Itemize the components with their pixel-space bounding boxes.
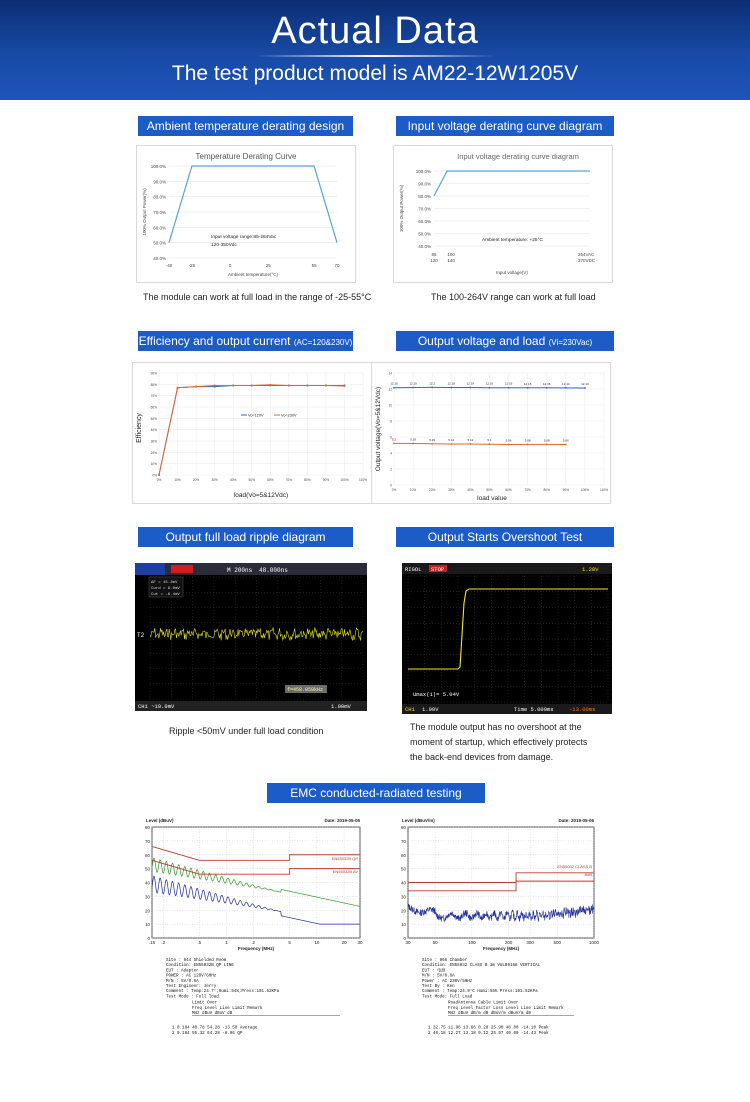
report-line: EUT : Adapter	[166, 969, 199, 974]
time-readout: Time 5.000ms	[514, 706, 554, 713]
limit-label: -6dB	[583, 872, 592, 877]
voltage-point	[508, 387, 510, 389]
voltage-point	[412, 387, 414, 389]
x-tick-label: 20	[341, 940, 347, 945]
voltage-point	[489, 387, 491, 389]
x-tick-label: 90%	[562, 488, 570, 492]
voltage-point	[431, 443, 433, 445]
report-line: M/N : 5V/0.6A	[422, 974, 455, 979]
y-axis-label: 100% Output Power(%)	[142, 188, 147, 236]
x-tick-label: 110%	[600, 488, 608, 492]
efficiency-panel	[132, 362, 372, 504]
timebase: M 200ns	[227, 567, 253, 574]
data-label: 12.16	[485, 381, 494, 386]
table-header-line: Limit Over	[192, 1001, 218, 1006]
y-tick-label: 80	[144, 825, 150, 830]
x-tick-label: 100%	[580, 488, 589, 492]
report-line: M/N : 5V/0.6A	[166, 979, 199, 984]
x-tick-label: 80%	[543, 488, 550, 492]
x-tick-label: -25	[188, 263, 196, 268]
x-tick-label: 30	[357, 940, 363, 945]
overshoot-caption	[410, 720, 587, 765]
y-tick-label: 80.0%	[418, 194, 431, 199]
x-tick-label-2: 140	[447, 258, 455, 263]
x-axis-label: load value	[477, 495, 507, 502]
overshoot-caption-line-3: the back-end devices from damage.	[410, 752, 554, 762]
date-label: Date: 2019-05-06	[558, 818, 594, 823]
y-tick-label: 0	[147, 936, 150, 941]
x-tick-label: 50	[432, 940, 438, 945]
voltage-point	[565, 444, 567, 446]
efficiency-title	[138, 331, 353, 351]
y-tick-label: 10%	[150, 462, 157, 467]
table-row: 2 46.18 12.27 13.18 0.12 25.57 40.00 -14.43 Peak	[428, 1031, 549, 1036]
x-tick-label: 40%	[467, 488, 474, 492]
table-header-line: ReadAntenna Cable Limit Over	[448, 1001, 519, 1006]
y-tick-label: 60%	[150, 405, 157, 410]
data-label: 5.12	[448, 438, 455, 443]
y-tick-label: 60.0%	[418, 219, 431, 224]
x-tick-label: 70%	[524, 488, 531, 492]
y-tick-label: 30%	[150, 439, 157, 444]
efficiency-chart	[133, 363, 371, 503]
chart-title: Temperature Derating Curve	[195, 152, 297, 161]
report-line: Site : 944 Shielded Room	[166, 959, 227, 963]
y-tick-label: 20	[400, 908, 406, 914]
y-tick-label: 40	[400, 880, 406, 886]
voltage-load-title	[396, 331, 614, 351]
voltage-point	[546, 387, 548, 389]
chart-title: Input voltage derating curve diagram	[457, 152, 579, 161]
y-tick-label: 40	[144, 880, 150, 886]
y-tick-label: 100.0%	[150, 164, 166, 169]
voltage-point	[469, 443, 471, 445]
channel-label: CH1	[405, 706, 415, 713]
x-tick-label: 5	[288, 940, 291, 945]
table-header-line: Freq Level Line Limit Remark	[192, 1006, 263, 1011]
voltage-point	[508, 444, 510, 446]
overshoot-scope-chart	[402, 563, 612, 714]
y-tick-label: 50%	[150, 416, 157, 421]
legend-label: Vo=120V	[248, 413, 264, 418]
x-tick-label: 50%	[486, 488, 493, 492]
scope-badge-2	[171, 565, 193, 573]
voltage-point	[412, 443, 414, 445]
temp-derating-caption: The module can work at full load in the range of -25-55°C	[143, 292, 372, 302]
scale-readout: 1.00mV	[331, 703, 351, 710]
voltage-point	[546, 443, 548, 445]
efficiency-title-text: Efficiency and output current	[138, 334, 291, 348]
input-derating-caption: The 100-264V range can work at full load	[431, 292, 596, 302]
data-label: 5.1	[487, 438, 492, 443]
data-label: 5.2	[391, 437, 397, 442]
header-divider	[255, 55, 495, 57]
y-axis-label: Efficiency	[136, 413, 143, 443]
y-tick-label: 70.0%	[418, 206, 431, 212]
ripple-trace	[150, 627, 363, 640]
data-label: 5.12	[467, 438, 474, 443]
efficiency-point	[251, 384, 253, 386]
y-tick-label: 50	[144, 866, 150, 872]
x-tick-label: 55	[311, 263, 317, 268]
annotation-line-1: Input voltage range:85-264Vac	[211, 235, 277, 240]
efficiency-point	[325, 384, 327, 386]
input-derating-chart	[394, 146, 612, 282]
trigger-time: 48.000ns	[259, 567, 288, 574]
x-tick-label: 200	[504, 940, 513, 945]
ripple-title: Output full load ripple diagram	[138, 527, 353, 547]
voltage-point	[393, 387, 395, 389]
input-derating-title: Input voltage derating curve diagram	[396, 116, 614, 136]
x-tick-label: 100	[468, 940, 476, 945]
meas-line: ΔF = 15.2mV	[151, 581, 178, 585]
state: STOP	[431, 566, 445, 573]
y-tick-label: 14	[388, 371, 392, 376]
voltage-line	[394, 443, 566, 444]
x-tick-label: 100%	[340, 478, 349, 482]
efficiency-point	[343, 385, 345, 387]
header-banner	[0, 0, 750, 100]
report-line: Site : 966 Chamber	[422, 959, 468, 963]
report-line: Comment : Temp:24.7°;Humi:54%;Press:101.52KPa	[166, 990, 280, 995]
offset-readout: -13.00ms	[569, 706, 596, 713]
x-tick-label: 60%	[267, 478, 274, 482]
report-line: Test Mode : Full load	[166, 995, 219, 1000]
derating-line	[169, 166, 337, 243]
efficiency-point	[177, 387, 179, 389]
temp-derating-panel	[136, 145, 356, 283]
voltage-point	[450, 443, 452, 445]
efficiency-point	[195, 386, 197, 388]
x-tick-label: -40	[165, 263, 173, 268]
data-label: 12.15	[523, 381, 532, 386]
annotation-line-2: 120-350Vdc	[211, 243, 237, 248]
y-tick-label: 90%	[150, 371, 157, 376]
x-tick-label: 25	[265, 263, 271, 268]
x-tick-label: 1000	[588, 940, 600, 945]
x-tick-label: 264VAC	[578, 252, 595, 257]
table-header-line: MHz dBuV dBuV dB	[192, 1012, 233, 1016]
overshoot-caption-line-2: moment of startup, which effectively protects	[410, 737, 588, 747]
radiated-emc-report	[388, 815, 603, 1095]
input-derating-panel	[393, 145, 613, 283]
freq-readout: f=458.059kHz	[287, 687, 324, 693]
y-tick-label: 30	[144, 894, 150, 900]
limit-label: EN55032 CLASS B	[557, 864, 592, 869]
x-axis-label: Input voltage(V)	[496, 270, 528, 275]
voltage-load-title-text: Output voltage and load	[417, 334, 546, 348]
table-row: 1 32.75 11.96 13.66 0.28 25.90 40.00 -14.10 Peak	[428, 1026, 549, 1031]
x-tick-label: 1	[225, 940, 228, 945]
brand: RIGOL	[405, 566, 422, 573]
overshoot-title: Output Starts Overshoot Test	[396, 527, 614, 547]
voltage-point	[527, 387, 529, 389]
temp-derating-title: Ambient temperature derating design	[138, 116, 353, 136]
y-tick-label: 4	[390, 451, 392, 456]
y-tick-label: 12	[388, 387, 392, 392]
table-header-line: MHz dBuV dB/m dB dBuV/m dBuV/m dB	[448, 1012, 531, 1016]
x-tick-label: .2	[161, 940, 166, 945]
overshoot-scope	[402, 563, 612, 714]
table-row: 2 0.184 55.32 64.28 -8.96 QP	[172, 1031, 243, 1036]
x-tick-label: 2	[252, 940, 255, 945]
x-tick-label: 20%	[192, 478, 200, 482]
y-tick-label: 10	[144, 922, 150, 928]
x-axis-label: load(Vo=5&12Vdc)	[233, 492, 289, 499]
limit-label: EN55032B QP	[331, 856, 358, 861]
voltage-point	[584, 387, 586, 389]
table-header-line: Freq Level Factor Loss Level Line Limit Remark	[448, 1006, 564, 1011]
channel-readout: CH1 ~10.0mV	[138, 703, 175, 710]
y-axis-label: Output voltage(Vo=5&12Vdc)	[375, 386, 382, 472]
y-tick-label: 20%	[150, 450, 157, 455]
x-tick-label: 70%	[285, 478, 293, 482]
y-tick-label: 2	[390, 467, 392, 472]
report-line: Test Engineer: Jerry	[166, 985, 217, 989]
x-tick-label-2: 120	[430, 258, 438, 263]
data-label: 5.08	[524, 438, 531, 443]
voltage-load-panel	[371, 362, 611, 504]
y-tick-label: 70	[144, 838, 150, 844]
efficiency-title-note: (AC=120&230V)	[293, 338, 353, 347]
x-tick-label: 70	[334, 263, 340, 268]
x-tick-label: 80%	[304, 478, 311, 482]
y-tick-label: 90.0%	[153, 179, 166, 185]
y-tick-label: 70%	[150, 394, 157, 399]
x-tick-label: 500	[553, 940, 561, 945]
temp-derating-chart	[137, 146, 355, 282]
efficiency-point	[306, 384, 308, 386]
y-tick-label: 0	[390, 483, 392, 488]
x-tick-label: .15	[148, 940, 156, 945]
data-label: 5.15	[429, 437, 436, 442]
efficiency-point	[158, 474, 160, 476]
x-tick-label: 30%	[448, 488, 455, 492]
x-axis-label: Ambient temperature(°C)	[227, 272, 279, 277]
efficiency-point	[269, 384, 271, 386]
y-tick-label: 40.0%	[153, 256, 166, 261]
level-header: Level (dBuV/m)	[402, 818, 435, 823]
x-axis-label: Frequency (MHz)	[482, 946, 520, 951]
x-tick-label: 60%	[505, 488, 512, 492]
report-line: EUT : 电源	[422, 969, 446, 974]
y-tick-label: 80.0%	[153, 194, 166, 200]
y-tick-label: 60	[400, 852, 406, 858]
report-line: POWER : AC 120V/60Hz	[166, 974, 217, 979]
limit-label: EN55032B AV	[332, 869, 358, 874]
ripple-scope-chart	[135, 563, 367, 711]
annotation: Ambient temperature: +25°C	[482, 238, 543, 243]
x-tick-label: 300	[526, 940, 534, 945]
overshoot-caption-line-1: The module output has no overshoot at the	[410, 722, 582, 732]
page-title: Actual Data	[271, 10, 479, 52]
ripple-scope	[135, 563, 367, 711]
x-tick-label: 10	[314, 940, 320, 945]
x-tick-label-2: 370VDC	[578, 258, 596, 263]
y-tick-label: 100.0%	[415, 169, 431, 174]
voltage-load-chart	[372, 363, 610, 503]
legend-label: Vo=230V	[281, 413, 297, 418]
x-axis-label: Frequency (MHz)	[237, 946, 275, 951]
voltage-point	[393, 443, 395, 445]
y-tick-label: 90.0%	[418, 181, 431, 187]
meas-line: Curd = 9.0mV	[151, 587, 180, 591]
data-label: 12.16	[504, 381, 513, 386]
y-tick-label: 80%	[150, 382, 157, 387]
x-tick-label: 30	[405, 940, 411, 945]
meas-line: Cut = -6.4mV	[151, 593, 180, 597]
report-line: Test By : Ken	[422, 985, 455, 989]
channel-marker: T2	[137, 632, 145, 639]
y-tick-label: 0	[403, 936, 406, 941]
plot-frame	[152, 827, 360, 938]
umax-readout: Umax(1)= 5.04V	[413, 691, 460, 698]
data-label: 12.2	[429, 381, 436, 386]
efficiency-point	[288, 384, 290, 386]
date-label: Date: 2019-05-06	[324, 818, 360, 823]
y-axis-label: 100% Output Power(%)	[399, 184, 404, 233]
page-subtitle: The test product model is AM22-12W1205V	[171, 62, 579, 85]
x-tick-label: .5	[197, 940, 202, 945]
report-line: Condition: EN55032B QP LINE	[166, 964, 234, 969]
x-tick-label: 110%	[359, 478, 367, 482]
data-label: 5.08	[543, 438, 550, 443]
efficiency-point	[232, 384, 234, 386]
trig-level: 1.28V	[582, 566, 599, 573]
emc-title: EMC conducted-radiated testing	[267, 783, 485, 803]
report-line: Comment : Temp:24.9°C Humi:55% Press:101.52KPa	[422, 990, 538, 995]
x-tick-label: 10%	[409, 488, 417, 492]
data-label: 12.19	[409, 381, 417, 386]
y-tick-label: 70.0%	[153, 210, 166, 215]
x-tick-label: 0	[228, 263, 232, 268]
x-tick-label: 0%	[156, 478, 162, 482]
data-label: 12.14	[562, 381, 570, 386]
x-tick-label: 40%	[229, 478, 237, 482]
y-tick-label: 40%	[150, 428, 157, 433]
y-tick-label: 20	[144, 908, 150, 914]
voltage-load-title-note: (Vi=230Vac)	[548, 338, 593, 347]
x-tick-label: 90%	[322, 478, 330, 482]
data-label: 12.13	[581, 381, 589, 386]
data-label: 12.18	[447, 381, 456, 386]
level-header: Level (dBuV)	[146, 818, 174, 823]
data-label: 5.18	[410, 437, 417, 442]
y-tick-label: 30	[400, 894, 406, 900]
y-tick-label: 10	[388, 403, 392, 408]
report-line: Power : AC 230V/50Hz	[422, 979, 473, 984]
y-tick-label: 50.0%	[418, 231, 431, 237]
x-tick-label: 85	[431, 252, 437, 257]
volts-readout: 1.00V	[422, 706, 439, 713]
voltage-point	[489, 443, 491, 445]
x-tick-label: 100	[447, 252, 455, 257]
conducted-emc-report	[132, 815, 372, 1095]
efficiency-point	[214, 384, 216, 386]
scope-badge-1	[135, 563, 165, 575]
y-tick-label: 0%	[152, 473, 157, 478]
ripple-caption: Ripple <50mV under full load condition	[169, 726, 324, 736]
voltage-point	[431, 387, 433, 389]
x-tick-label: 50%	[248, 478, 255, 482]
y-tick-label: 80	[400, 825, 406, 830]
data-label: 5.06	[505, 438, 512, 443]
y-tick-label: 40.0%	[418, 244, 431, 249]
y-tick-label: 6	[390, 435, 392, 440]
x-tick-label: 20%	[428, 488, 436, 492]
y-tick-label: 50	[400, 866, 406, 872]
y-tick-label: 60	[144, 852, 150, 858]
x-tick-label: 10%	[174, 478, 181, 482]
report-line: Test Mode: Full Load	[422, 995, 473, 1000]
y-tick-label: 8	[390, 419, 392, 424]
report-line: Condition: EN55032 CLASS B 3m VULB9168 VERTICAL	[422, 964, 541, 969]
x-tick-label: 0%	[391, 488, 397, 492]
voltage-point	[450, 387, 452, 389]
data-label: 12.19	[466, 381, 475, 386]
voltage-point	[527, 443, 529, 445]
y-tick-label: 70	[400, 838, 406, 844]
y-tick-label: 10	[400, 922, 406, 928]
data-label: 12.15	[542, 381, 551, 386]
y-tick-label: 50.0%	[153, 240, 166, 246]
data-label: 5.06	[562, 438, 569, 443]
voltage-point	[469, 387, 471, 389]
voltage-point	[565, 387, 567, 389]
table-row: 1 0.184 40.78 54.28 -13.50 Average	[172, 1026, 258, 1031]
y-tick-label: 60.0%	[153, 225, 166, 231]
x-tick-label: 30%	[211, 478, 218, 482]
data-label: 12.16	[390, 381, 398, 386]
